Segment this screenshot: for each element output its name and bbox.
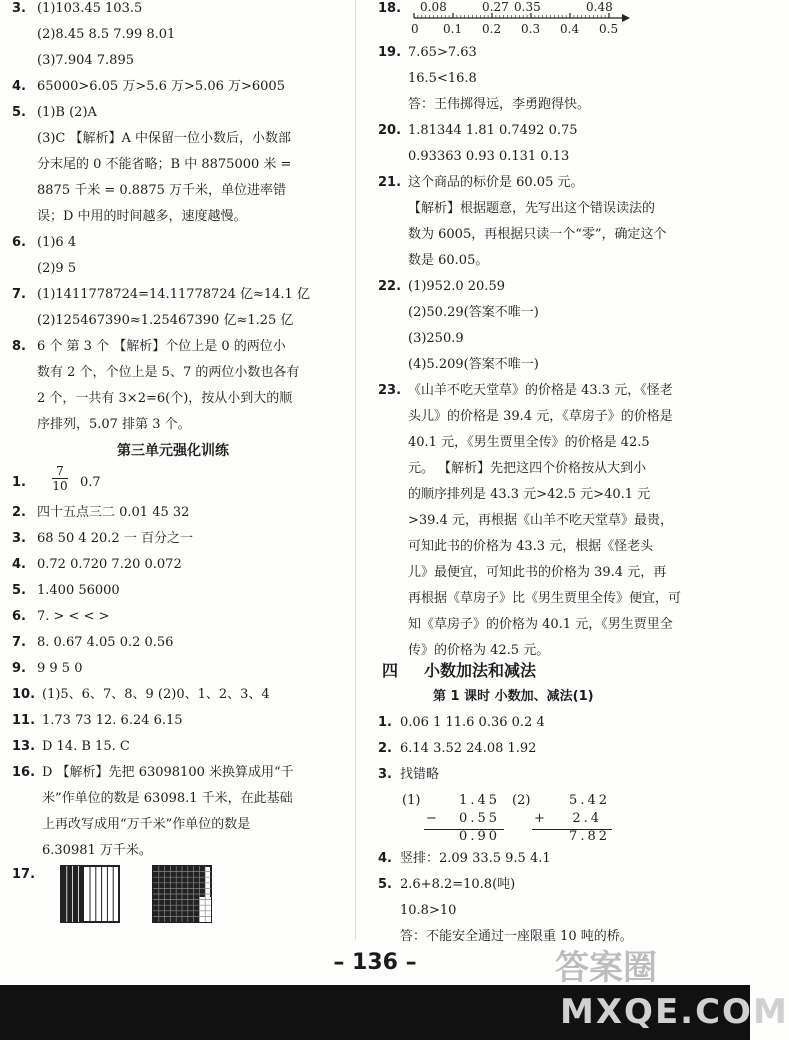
answer-line: 6 个 第 3 个 【解析】个位上是 0 的两位小 xyxy=(37,339,286,354)
item-number: 2. xyxy=(378,741,392,756)
item-number: 3. xyxy=(12,531,26,546)
nl-bottom-label: 0.1 xyxy=(443,22,463,36)
answer-line: 6.14 3.52 24.08 1.92 xyxy=(400,741,537,756)
nl-bottom-label: 0.3 xyxy=(521,22,541,36)
answer-line: 【解析】根据题意，先写出这个错误读法的 xyxy=(408,201,656,216)
answer-line: (2)8.45 8.5 7.99 8.01 xyxy=(37,27,176,42)
item-number: 1. xyxy=(378,715,392,730)
answer-line: 7.65>7.63 xyxy=(408,45,477,60)
item-number: 5. xyxy=(12,583,26,598)
nl-top-label: 0.08 xyxy=(420,0,447,14)
item-number: 4. xyxy=(12,79,26,94)
answer-line: 数为 6005，再根据只读一个“零”，确定这个 xyxy=(408,227,667,242)
answer-line: 这个商品的标价是 60.05 元。 xyxy=(408,175,584,190)
nl-top-label: 0.35 xyxy=(514,0,541,14)
chapter-title: 小数加法和减法 xyxy=(424,661,537,680)
answer-line: 头儿》的价格是 39.4 元，《草房子》的价格是 xyxy=(408,409,673,424)
calc-operator: − xyxy=(426,811,437,826)
answer-line: 0.72 0.720 7.20 0.072 xyxy=(37,557,182,572)
item-number: 7. xyxy=(12,635,26,650)
answer-line: 2.6+8.2=10.8(吨) xyxy=(400,877,516,892)
calc-operand: 1.45 xyxy=(459,793,500,808)
answer-line: 找错略 xyxy=(400,767,440,782)
answer-line: 米”作单位的数是 63098.1 千米，在此基础 xyxy=(42,791,293,806)
answer-line: (2)9 5 xyxy=(37,261,77,276)
calc-operator: + xyxy=(534,811,545,826)
fraction xyxy=(52,464,68,493)
answer-line: 1.400 56000 xyxy=(37,583,120,598)
answer-line: 68 50 4 20.2 一 百分之一 xyxy=(37,531,193,546)
watermark-url: MXQE.COM xyxy=(560,992,789,1032)
answer-line: 序排列，5.07 排第 3 个。 xyxy=(37,417,191,432)
calc-label: (1) xyxy=(402,793,421,808)
answer-line: 误；D 中用的时间越多，速度越慢。 xyxy=(37,209,247,224)
answer-line: (1)B (2)A xyxy=(37,105,97,120)
answer-line: D 【解析】先把 63098100 米换算成用“千 xyxy=(42,765,294,780)
calc-result: 7.82 xyxy=(569,829,610,844)
calc-result: 0.90 xyxy=(459,829,500,844)
item-number: 9. xyxy=(12,661,26,676)
answer-line: (3)250.9 xyxy=(408,331,464,346)
answer-line: (1)952.0 20.59 xyxy=(408,279,505,294)
answer-line: 8. 0.67 4.05 0.2 0.56 xyxy=(37,635,174,650)
nl-top-label: 0.27 xyxy=(482,0,509,14)
answer-line: 2 个，一共有 3×2=6(个)，按从小到大的顺 xyxy=(37,391,293,406)
item-number: 4. xyxy=(12,557,26,572)
answer-line: 竖排：2.09 33.5 9.5 4.1 xyxy=(400,851,551,866)
watermark-logo: 答案圈 xyxy=(555,948,657,988)
chapter-number: 四 xyxy=(382,661,399,680)
item-number: 21. xyxy=(378,175,402,190)
answer-line: 上再改写成用“万千米”作单位的数是 xyxy=(42,817,251,832)
answer-line: 《山羊不吃天堂草》的价格是 43.3 元，《怪老 xyxy=(408,383,673,398)
answer-line: 7. > < < > xyxy=(37,609,110,624)
nl-top-label: 0.48 xyxy=(586,0,613,14)
answer-line: (4)5.209(答案不唯一) xyxy=(408,357,539,372)
item-number: 22. xyxy=(378,279,402,294)
calc-label: (2) xyxy=(512,793,531,808)
item-number: 13. xyxy=(12,739,36,754)
answer-line: 答：不能安全通过一座限重 10 吨的桥。 xyxy=(400,929,633,944)
nl-bottom-label: 0.5 xyxy=(599,22,619,36)
item-number: 16. xyxy=(12,765,36,780)
nl-bottom-label: 0 xyxy=(411,22,419,36)
item-number: 2. xyxy=(12,505,26,520)
item-number: 11. xyxy=(12,713,36,728)
item-number: 6. xyxy=(12,235,26,250)
grid-hundredths xyxy=(153,866,211,922)
answer-line: 8875 千米 = 0.8875 万千米，单位进率错 xyxy=(37,183,286,198)
item-number: 23. xyxy=(378,383,402,398)
answer-line: 0.7 xyxy=(80,475,101,490)
answer-line: 10.8>10 xyxy=(400,903,457,918)
answer-line: 16.5<16.8 xyxy=(408,71,477,86)
answer-line: (3)7.904 7.895 xyxy=(37,53,134,68)
item-number: 18. xyxy=(378,1,402,16)
answer-line: 6.30981 万千米。 xyxy=(42,843,152,858)
calc-operand: 5.42 xyxy=(569,793,610,808)
answer-line: 65000>6.05 万>5.6 万>5.06 万>6005 xyxy=(37,79,285,94)
grid-tenths xyxy=(61,866,119,922)
nl-bottom-label: 0.2 xyxy=(482,22,502,36)
item-number: 19. xyxy=(378,45,402,60)
answer-line: 的顺序排列是 43.3 元>42.5 元>40.1 元 xyxy=(408,487,651,502)
answer-line: 1.81344 1.81 0.7492 0.75 xyxy=(408,123,578,138)
answer-line: 可知此书的价格为 43.3 元，根据《怪老头 xyxy=(408,539,654,554)
answer-line: (1)1411778724=14.11778724 亿≈14.1 亿 xyxy=(37,287,310,302)
answer-line: 四十五点三二 0.01 45 32 xyxy=(37,505,190,520)
section-title: 第三单元强化训练 xyxy=(117,443,229,459)
answer-3 xyxy=(12,0,26,18)
answer-line: 0.06 1 11.6 0.36 0.2 4 xyxy=(400,715,545,730)
answer-line: 分末尾的 0 不能省略；B 中 8875000 米 = xyxy=(37,157,292,172)
item-number: 5. xyxy=(12,105,26,120)
answer-line: 答：王伟掷得远，李勇跑得快。 xyxy=(408,97,591,112)
answer-line: 知《草房子》的价格为 40.1 元，《男生贾里全 xyxy=(408,617,673,632)
answer-line: (1)6 4 xyxy=(37,235,77,250)
answer-line: (1)5、6、7、8、9 (2)0、1、2、3、4 xyxy=(42,687,270,702)
item-number: 5. xyxy=(378,877,392,892)
answer-line: 1.73 73 12. 6.24 6.15 xyxy=(42,713,183,728)
decimal-grid-figures xyxy=(60,865,240,925)
item-number: 10. xyxy=(12,687,36,702)
calc-operand: 0.55 xyxy=(459,811,500,826)
answer-line: 元。 【解析】先把这四个价格按从大到小 xyxy=(408,461,647,476)
calc-operand: 2.4 xyxy=(572,811,602,826)
answer-line: 传》的价格为 42.5 元。 xyxy=(408,643,550,658)
lesson-title: 第 1 课时 小数加、减法(1) xyxy=(433,689,594,704)
answer-line: 数是 60.05。 xyxy=(408,253,489,268)
item-number: 7. xyxy=(12,287,26,302)
nl-bottom-label: 0.4 xyxy=(560,22,580,36)
page-number: – 136 – xyxy=(333,950,417,975)
item-number: 6. xyxy=(12,609,26,624)
answer-line: D 14. B 15. C xyxy=(42,739,130,754)
item-number: 20. xyxy=(378,123,402,138)
answer-line: 再根据《草房子》比《男生贾里全传》便宜，可 xyxy=(408,591,682,606)
answer-line: (2)50.29(答案不唯一) xyxy=(408,305,539,320)
answer-line: 9 9 5 0 xyxy=(37,661,83,676)
answer-line: 0.93363 0.93 0.131 0.13 xyxy=(408,149,570,164)
answer-line: 儿》最便宜，可知此书的价格为 39.4 元，再 xyxy=(408,565,667,580)
answer-line: 数有 2 个，个位上是 5、7 的两位小数也各有 xyxy=(37,365,300,380)
item-number: 1. xyxy=(12,475,26,490)
answer-line: (3)C 【解析】A 中保留一位小数后，小数部 xyxy=(37,131,292,146)
item-number: 8. xyxy=(12,339,26,354)
answer-line: (2)125467390≈1.25467390 亿≈1.25 亿 xyxy=(37,313,294,328)
fraction-denominator: 10 xyxy=(52,479,68,493)
answer-line: >39.4 元，再根据《山羊不吃天堂草》最贵， xyxy=(408,513,673,528)
item-number: 3. xyxy=(378,767,392,782)
item-number: 3. xyxy=(12,1,26,16)
right-content xyxy=(378,0,740,985)
item-number: 4. xyxy=(378,851,392,866)
fraction-numerator: 7 xyxy=(56,464,64,478)
column-divider xyxy=(355,0,356,940)
answer-line: (1)103.45 103.5 xyxy=(37,1,143,16)
item-number: 17. xyxy=(12,867,36,882)
answer-line: 40.1 元，《男生贾里全传》的价格是 42.5 xyxy=(408,435,650,450)
